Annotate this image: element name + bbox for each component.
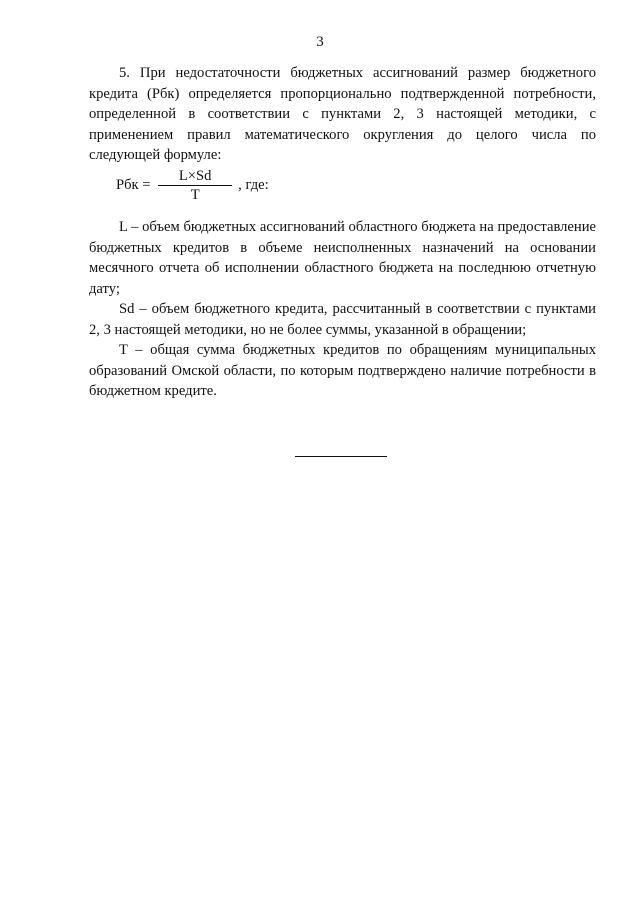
end-divider — [295, 456, 387, 457]
formula-tail: , где: — [238, 176, 269, 193]
formula-fraction — [158, 168, 232, 203]
paragraph-5: 5. При недостаточности бюджетных ассигнований размер бюджетного кредита (Рбк) определяется пропорционально подтвержденной потребности, определенной в соответствии с пунктами 2, 3 настоящей методики, с применением правил математического округления до целого числа по следующей формуле: — [89, 65, 596, 163]
page-number: 3 — [316, 34, 324, 50]
definition-T: T – общая сумма бюджетных кредитов по обращениям муниципальных образований Омской области, по которым подтверждено наличие потребности в бюджетном кредите. — [89, 342, 596, 399]
definition-L: L – объем бюджетных ассигнований областного бюджета на предоставление бюджетных кредитов в объеме неисполненных назначений на основании месячного отчета об исполнении областного бюджета на последнюю отчетную дату; — [89, 219, 596, 297]
formula-denominator: T — [190, 186, 200, 203]
formula-numerator: L×Sd — [178, 167, 212, 184]
formula — [116, 168, 269, 202]
definition-Sd: Sd – объем бюджетного кредита, рассчитанный в соответствии с пунктами 2, 3 настоящей методики, но не более суммы, указанной в обращении; — [89, 301, 596, 338]
definitions — [89, 217, 596, 402]
formula-lhs: Рбк = — [116, 176, 155, 193]
